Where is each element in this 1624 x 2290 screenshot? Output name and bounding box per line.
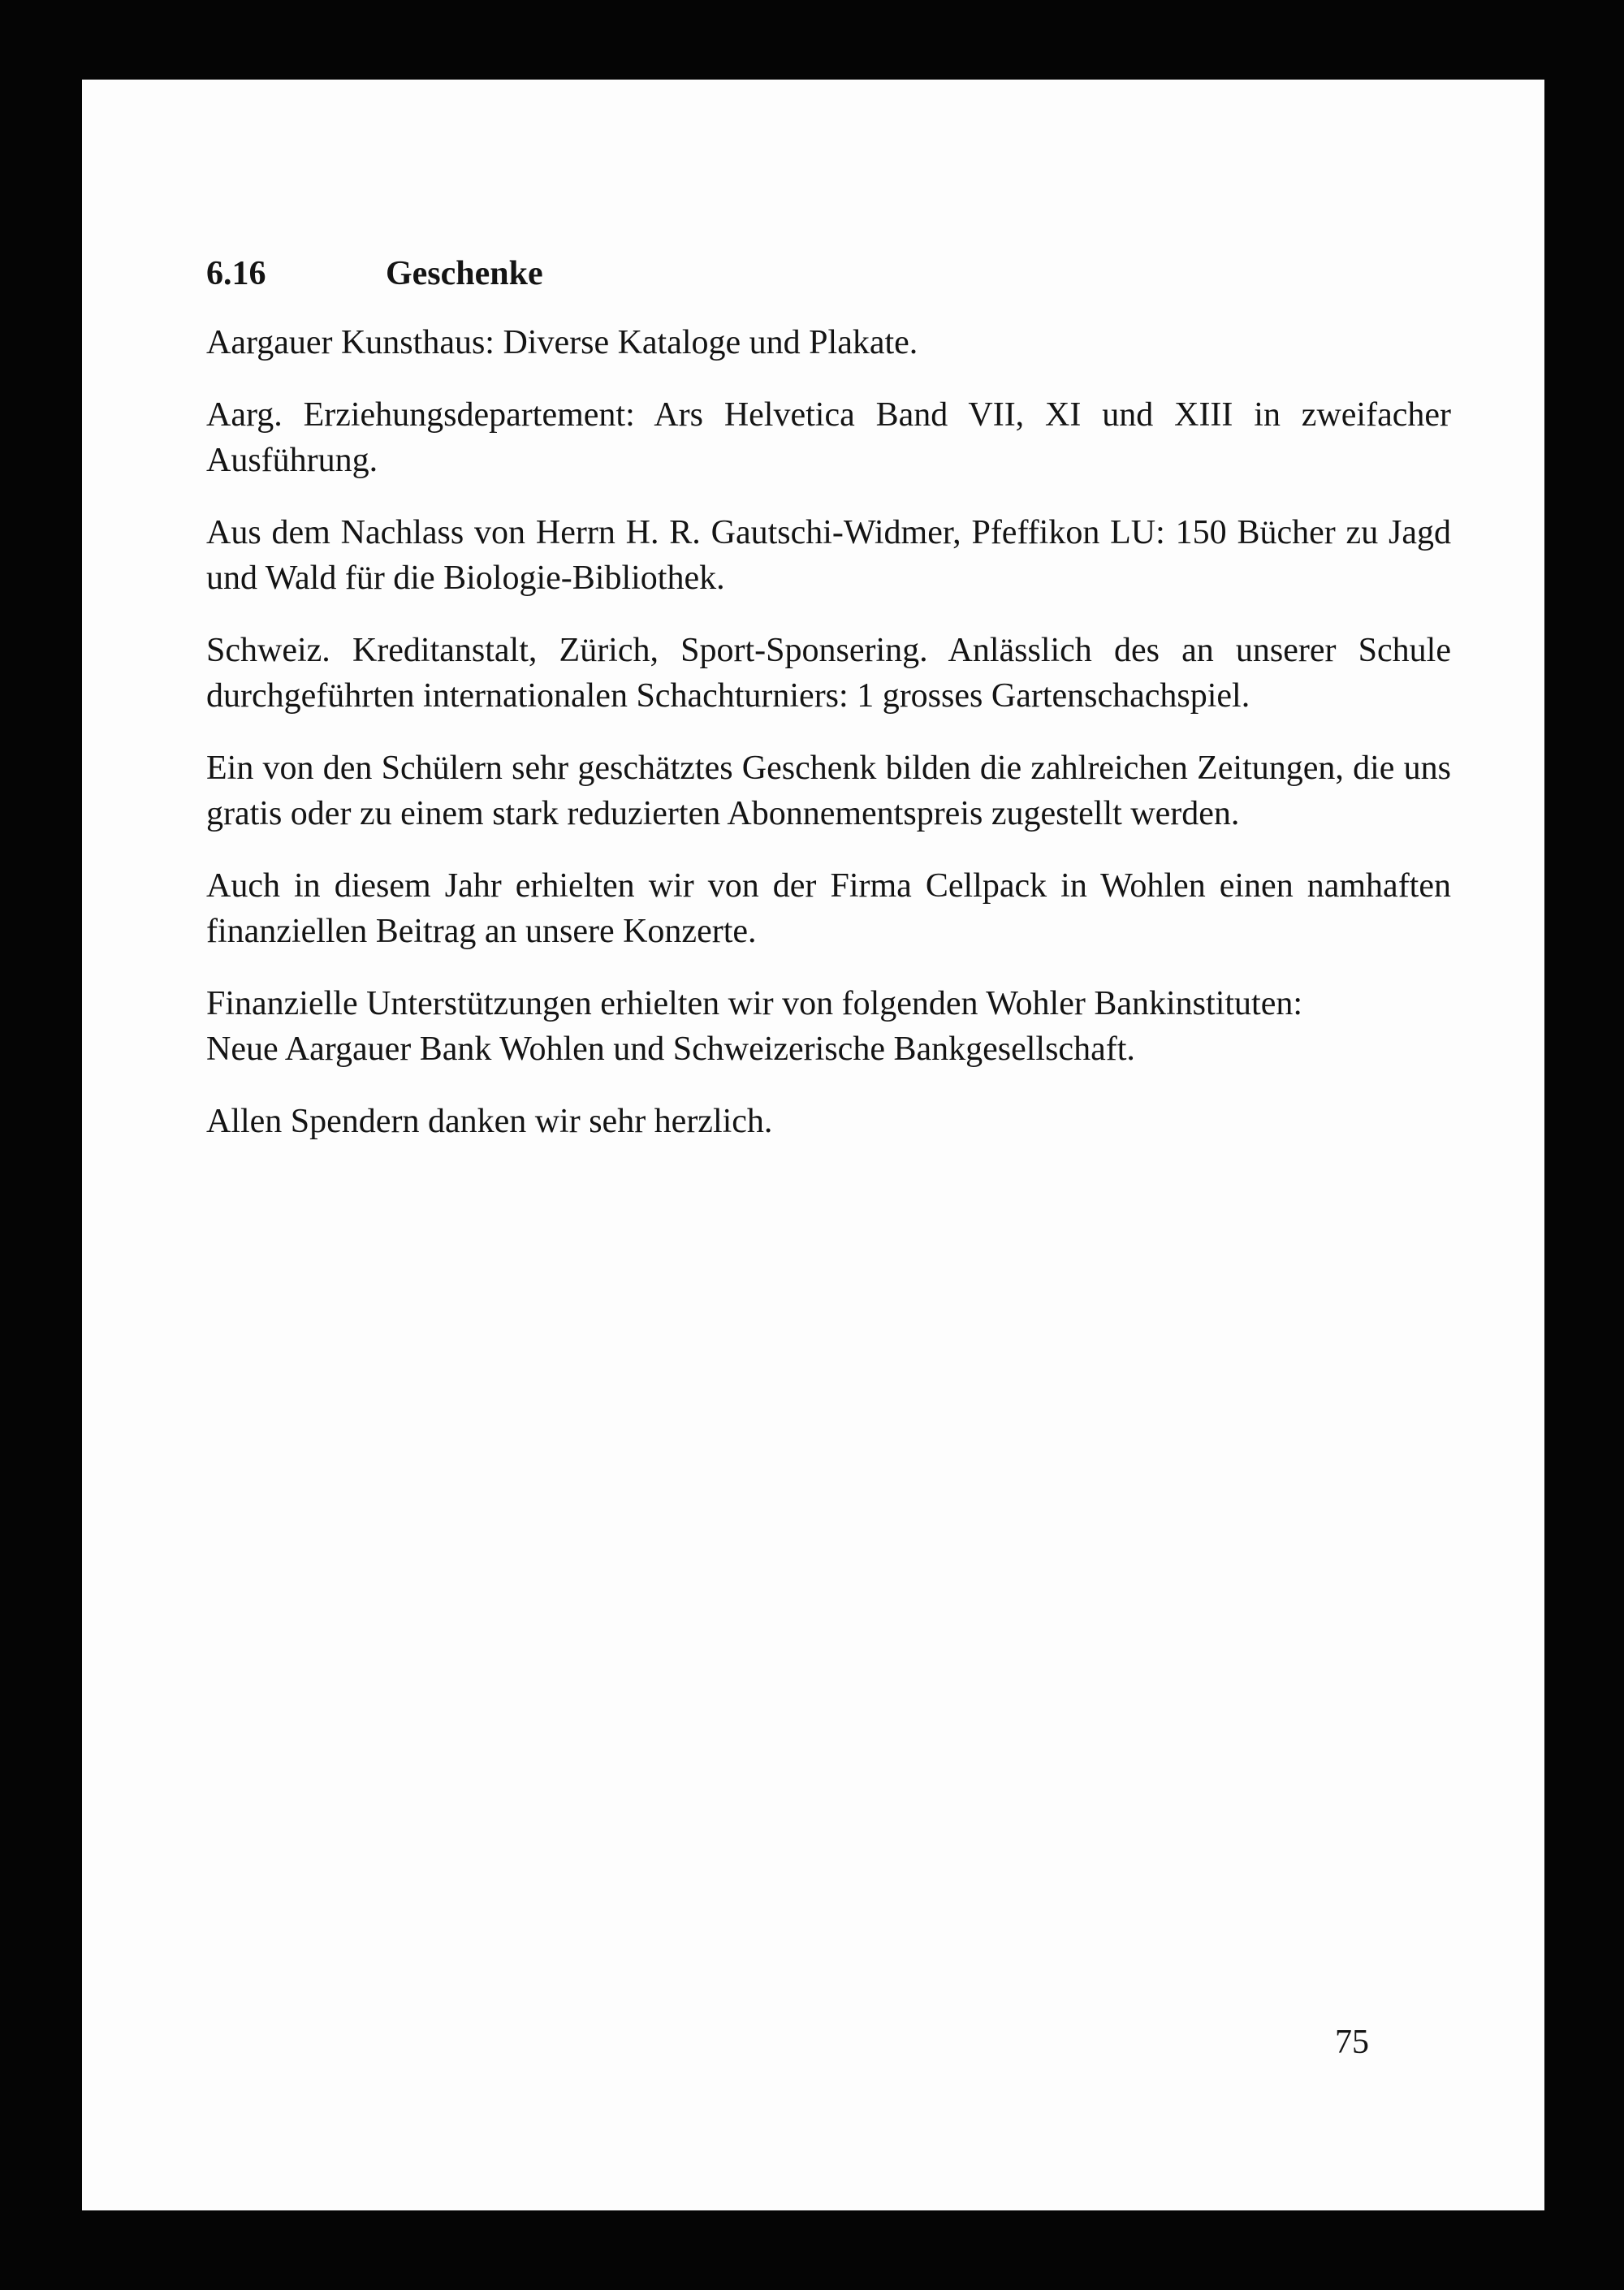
page-number: 75 — [1335, 2024, 1369, 2061]
section-title: Geschenke — [386, 255, 543, 292]
section-number: 6.16 — [206, 255, 266, 292]
text-line: Ein von den Schülern sehr geschätztes Geschenk bilden die zahlreichen Zeitungen, die uns gratis oder zu einem stark reduzierten Abonnementspreis zugestellt werden. — [206, 750, 1451, 832]
text-line: Aarg. Erziehungsdepartement: Ars Helvetica Band VII, XI und XIII in zweifacher Ausführung. — [206, 396, 1451, 479]
text-line: Neue Aargauer Bank Wohlen und Schweizerische Bankgesellschaft. — [206, 1030, 1135, 1068]
text-line: Aus dem Nachlass von Herrn H. R. Gautschi-Widmer, Pfeffikon LU: 150 Bücher zu Jagd und Wald für die Biologie-Bibliothek. — [206, 514, 1451, 597]
text-line: Auch in diesem Jahr erhielten wir von der Firma Cellpack in Wohlen einen namhaften finanziellen Beitrag an unsere Konzerte. — [206, 867, 1451, 950]
text-line: Allen Spendern danken wir sehr herzlich. — [206, 1103, 773, 1140]
paragraph — [206, 745, 1451, 836]
paragraph — [206, 981, 1451, 1072]
paragraph — [206, 510, 1451, 601]
paragraph — [206, 320, 1451, 365]
document-page — [82, 80, 1544, 2210]
text-line: Schweiz. Kreditanstalt, Zürich, Sport-Sponsering. Anlässlich des an unserer Schule durchgeführten internationalen Schachturniers: 1 grosses Gartenschachspiel. — [206, 632, 1451, 715]
body-text — [206, 320, 1451, 1144]
paragraph — [206, 1099, 1451, 1144]
paragraph — [206, 628, 1451, 719]
text-line: Aargauer Kunsthaus: Diverse Kataloge und Plakate. — [206, 324, 918, 361]
paragraph — [206, 392, 1451, 483]
paragraph — [206, 863, 1451, 954]
section-heading — [206, 257, 543, 291]
text-line: Finanzielle Unterstützungen erhielten wir von folgenden Wohler Bankinstituten: — [206, 985, 1303, 1022]
